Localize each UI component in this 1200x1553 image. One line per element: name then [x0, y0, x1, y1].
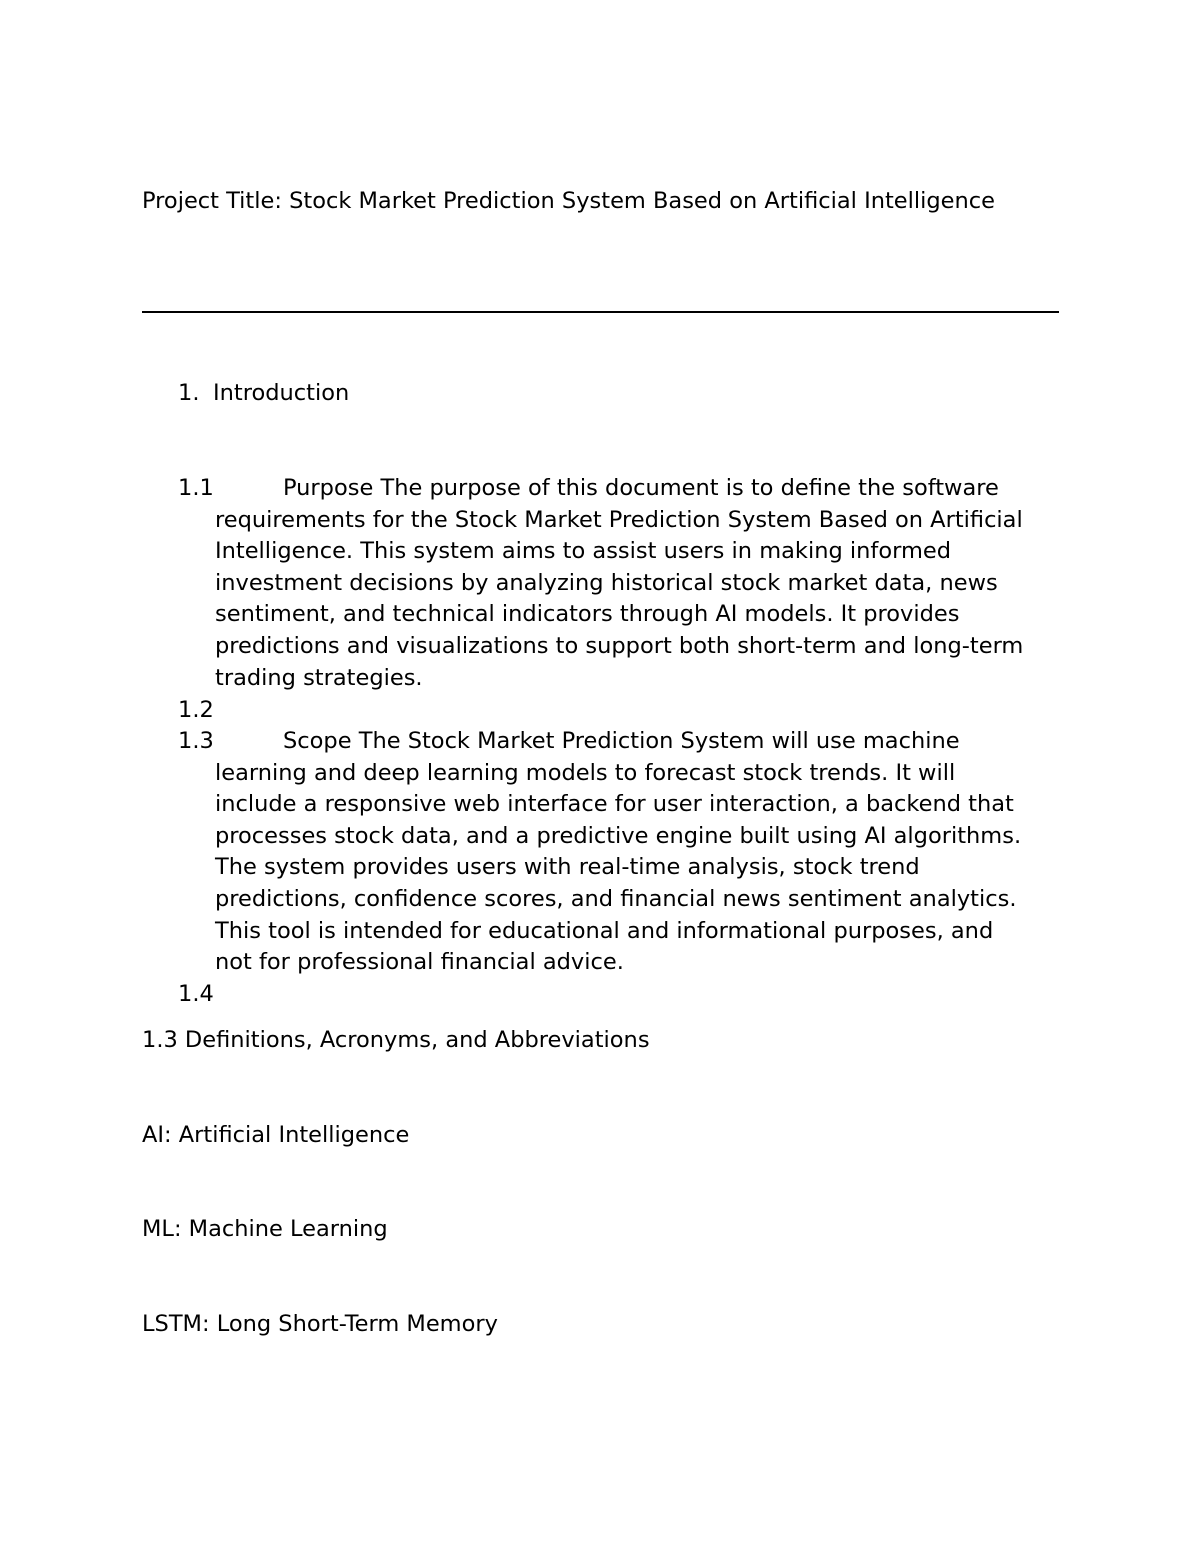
- purpose-paragraph: [215, 473, 1075, 694]
- project-title: Project Title: Stock Market Prediction System Based on Artificial Intelligence: [142, 188, 996, 214]
- section-1-title: Introduction: [213, 380, 350, 406]
- scope-line: not for professional financial advice.: [215, 949, 624, 976]
- purpose-line: Intelligence. This system aims to assist users in making informed: [215, 538, 951, 565]
- purpose-line: trading strategies.: [215, 664, 423, 691]
- definition-ml: ML: Machine Learning: [142, 1216, 388, 1242]
- definitions-heading: 1.3 Definitions, Acronyms, and Abbreviations: [142, 1027, 650, 1053]
- scope-line: learning and deep learning models to forecast stock trends. It will: [215, 759, 956, 786]
- purpose-line: Purpose The purpose of this document is to define the software: [283, 475, 999, 501]
- scope-line: The system provides users with real-time analysis, stock trend: [215, 854, 920, 881]
- scope-line: Scope The Stock Market Prediction System will use machine: [283, 728, 960, 754]
- item-1-4-number: 1.4: [178, 981, 214, 1007]
- section-1-number: 1.: [178, 380, 200, 406]
- purpose-line: investment decisions by analyzing historical stock market data, news: [215, 569, 998, 596]
- scope-line: processes stock data, and a predictive engine built using AI algorithms.: [215, 822, 1022, 849]
- item-1-2-number: 1.2: [178, 697, 214, 723]
- horizontal-rule: [142, 311, 1059, 313]
- definition-lstm: LSTM: Long Short-Term Memory: [142, 1311, 498, 1337]
- scope-paragraph: [215, 726, 1075, 979]
- purpose-line: predictions and visualizations to support both short-term and long-term: [215, 632, 1024, 659]
- purpose-line: sentiment, and technical indicators through AI models. It provides: [215, 601, 960, 628]
- scope-line: include a responsive web interface for user interaction, a backend that: [215, 791, 1014, 818]
- scope-line: This tool is intended for educational and informational purposes, and: [215, 917, 994, 944]
- purpose-number: 1.1: [178, 475, 214, 501]
- scope-number: 1.3: [178, 728, 214, 754]
- purpose-line: requirements for the Stock Market Prediction System Based on Artificial: [215, 506, 1023, 533]
- definition-ai: AI: Artificial Intelligence: [142, 1122, 410, 1148]
- scope-line: predictions, confidence scores, and financial news sentiment analytics.: [215, 885, 1017, 912]
